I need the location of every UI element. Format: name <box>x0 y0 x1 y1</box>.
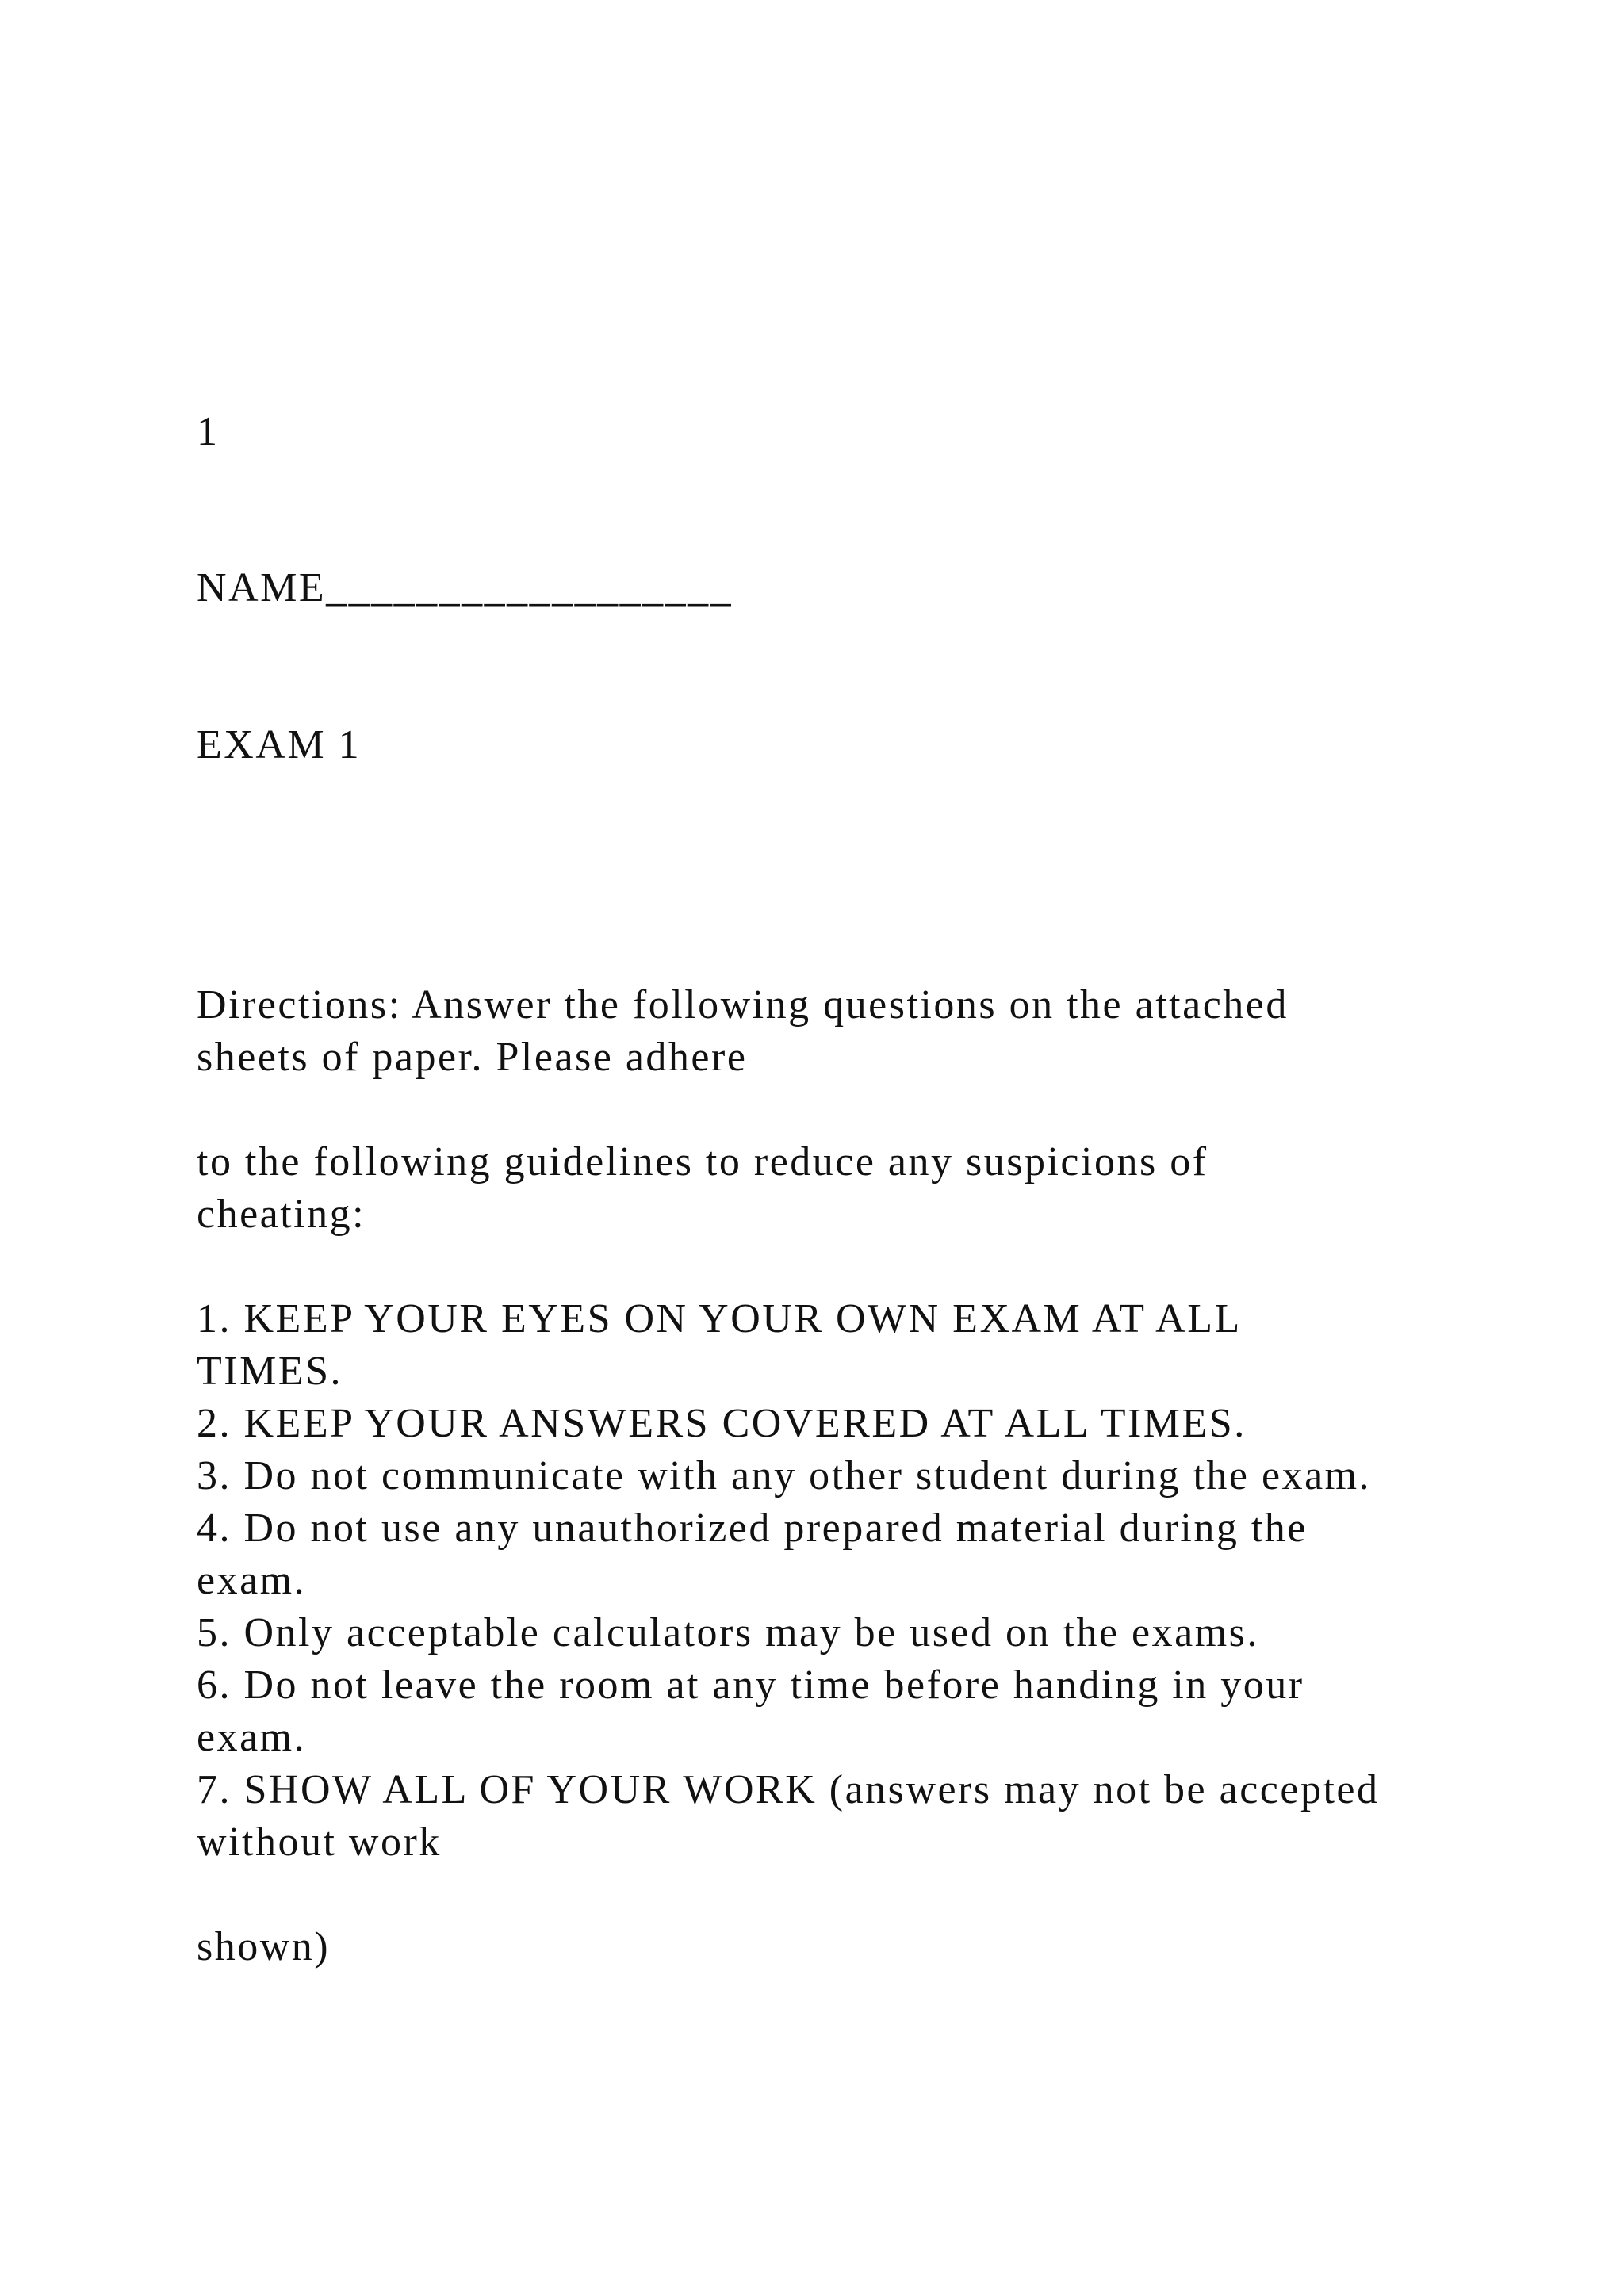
directions-line-1: Directions: Answer the following questions on the attached <box>197 982 1289 1027</box>
directions-line-4: cheating: <box>197 1192 366 1237</box>
directions-line-2: sheets of paper. Please adhere <box>197 1035 748 1080</box>
rule-line-10: 7. SHOW ALL OF YOUR WORK (answers may not be accepted <box>197 1767 1380 1812</box>
rule-line-11: without work <box>197 1820 442 1865</box>
rule-line-8: 6. Do not leave the room at any time before handing in your <box>197 1663 1304 1708</box>
name-field-line: NAME__________________ <box>197 565 733 610</box>
page-number: 1 <box>197 409 220 454</box>
rule-line-3: 2. KEEP YOUR ANSWERS COVERED AT ALL TIMES. <box>197 1401 1247 1446</box>
directions-line-3: to the following guidelines to reduce any suspicions of <box>197 1139 1208 1184</box>
rule-line-7: 5. Only acceptable calculators may be used on the exams. <box>197 1610 1259 1655</box>
exam-title: EXAM 1 <box>197 722 362 767</box>
rule-line-1: 1. KEEP YOUR EYES ON YOUR OWN EXAM AT ALL <box>197 1296 1242 1341</box>
rule-line-9: exam. <box>197 1715 307 1760</box>
rule-line-4: 3. Do not communicate with any other student during the exam. <box>197 1453 1372 1498</box>
rule-line-2: TIMES. <box>197 1349 343 1394</box>
rule-line-5: 4. Do not use any unauthorized prepared material during the <box>197 1506 1308 1551</box>
rule-line-6: exam. <box>197 1558 307 1603</box>
rule-line-12: shown) <box>197 1924 331 1969</box>
